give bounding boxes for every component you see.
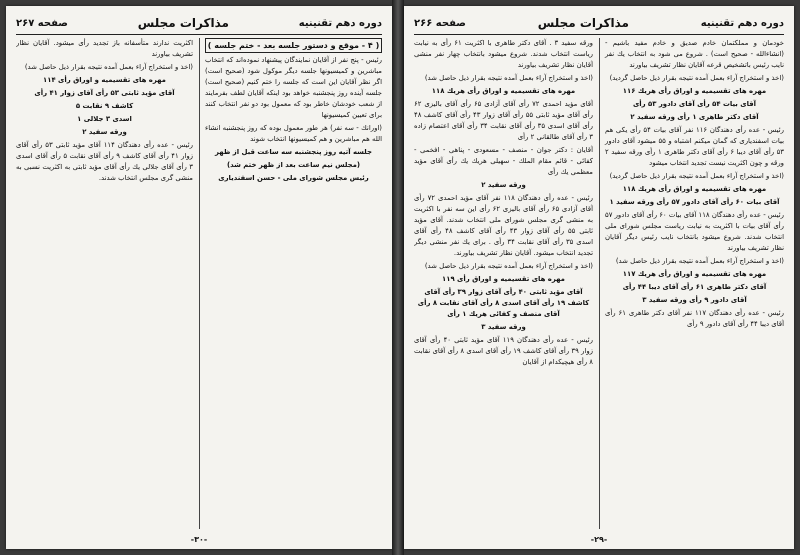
left-page-right-column: [199, 38, 382, 529]
left-page: [6, 6, 392, 549]
paragraph: (اورانك - سه نفر) هر طور معمول بوده که روز پنجشنبه انشاء الله هم مباشرین و هم کمیسیونها انتخاب شوند: [205, 124, 382, 143]
right-page-label: صفحه ۲۶۶: [414, 17, 466, 29]
left-header-title: مذاکرات مجلس: [137, 16, 229, 30]
paragraph: رئیس - عده رأی دهندگان ۱۱۸ نفر آقای مؤید احمدی ۷۲ رأی آقای آزادی ۶۵ رأی آقای بالیزی ۶۲ رأی این سه نفر با اکثریت به منشی گری مجلس شورای ملی انتخاب شدند. آقای مؤید ثابتی ۵۵ رأی آقای زوار ۴۳ رأی آقای کاشف ۴۸ رأی آقای اسدی ۳۵ رأی آقای نقابت ۳۴ رأی . برای یك نفر منشی دیگر تجدید انتخاب میشود. آقایان نظار تشریف بیاورند.: [414, 194, 593, 257]
right-page-right-column: [599, 38, 784, 529]
paragraph: رئیس - عده رأی دهندگان ۱۱۶ نفر آقای بیات ۵۴ رأی یکی هم بیات اسفندیاری که گمان میکنم اشتباه و ۵۵ میشود آقای دادور ۵۳ رأی آقای دیبا ۶ رأی آقای دکتر طاهری ۱ رأی ورقه سفید ۲ ورقه و چون اکثریت نیست تجدید انتخاب میشود: [605, 126, 784, 167]
paragraph: خودمان و مملکتمان خادم صدیق و خادم مفید باشیم - (انشاءالله - صحیح است) . شروع می شود به انتخاب یك نفر نایب رئیس باتشخیص قرعه آقایان نظار تشریف بیاورند: [605, 39, 784, 69]
left-page-header: [16, 12, 382, 35]
paragraph: جلسه آتیه روز پنجشنبه سه ساعت قبل از ظهر: [215, 148, 372, 156]
paragraph: آقایان : دکتر جوان - منصف - مسعودی - پناهی - افخمی - کفائی - قائم مقام الملك - سهیلی هریك یك رأی آقای مؤید معظمی یك رأی: [414, 146, 593, 176]
paragraph: (اخذ و استخراج آراء بعمل آمده نتیجه بقرار ذیل حاصل شد): [24, 63, 193, 71]
left-page-left-column: [16, 38, 193, 529]
right-session-label: دوره دهم تقنینیه: [700, 17, 784, 29]
book-gutter: [392, 0, 404, 555]
paragraph: آقای دادور ۹ رأی ورقه سفید ۳: [642, 296, 747, 304]
right-page-header: [414, 12, 784, 35]
paragraph: آقای دکتر طاهری ۶۱ رأی آقای دیبا ۴۴ رأی: [622, 283, 767, 291]
paragraph: آقای مؤید احمدی ۷۲ رأی آقای آزادی ۶۵ رأی آقای بالیزی ۶۲ رأی آقای مؤید ثابتی ۵۵ رأی آقای زوار ۴۳ رأی آقای کاشف ۴۸ رأی آقای اسدی ۳۵ رأی آقای نقابت ۳۴ رأی آقای اعتصام زاده ۳ رأی آقای طالقانی ۲ رأی: [414, 100, 593, 141]
right-page-left-column: [414, 38, 593, 529]
paragraph: (اخذ و استخراج آراء بعمل آمده نتیجه بقرار ذیل حاصل گردید): [609, 74, 784, 82]
paragraph: مهره های تقسیمیه و اوراق رأی هریك ۱۱۶: [622, 87, 767, 95]
paragraph: مهره های تقسیمیه و اوراق رأی هریك ۱۱۸: [622, 185, 767, 193]
left-page-columns: [16, 38, 382, 529]
paragraph: رئیس - عده رأی دهندگان ۱۱۸ آقای بیات ۶۰ رأی آقای دادور ۵۷ رأی آقای بیات با اکثریت به نیابت ریاست مجلس شورای ملی انتخاب شدند. شروع میشود بانتخاب نایب رئیس دیگر آقایان نظار تشریف بیاورند: [605, 211, 784, 252]
paragraph: ورقه سفید ۳ . آقای دکتر طاهری با اکثریت ۶۱ رأی به نیابت ریاست انتخاب شدند. شروع میشود بانتخاب چهار نفر منشی آقایان نظار تشریف بیاورند: [414, 39, 593, 69]
paragraph: ورقه سفید ۳: [481, 323, 526, 331]
right-page-number: -۲۹-: [590, 535, 608, 544]
paragraph: آقای بیات ۶۰ رأی آقای دادور ۵۷ رأی ورقه سفید ۱: [609, 198, 780, 206]
paragraph: کاشف ۹ نقابت ۵: [75, 102, 134, 110]
left-session-label: دوره دهم تقنینیه: [298, 17, 382, 29]
paragraph: رئیس مجلس شورای ملی - حسن اسفندیاری: [218, 174, 369, 182]
paragraph: ورقه سفید ۲: [481, 181, 526, 189]
paragraph: ( ۴ - موقع و دستور جلسه بعد - ختم جلسه ): [205, 38, 382, 53]
paragraph: آقای دکتر طاهری ۱ رأی ورقه سفید ۲: [630, 113, 759, 121]
paragraph: رئیس - عده رأی دهندگان ۱۱۹ آقای مؤید ثابتی ۴۰ رأی آقای زوار ۳۹ رأی آقای کاشف ۱۹ رأی آقای اسدی ۸ رأی آقای نقابت ۸ رأی هیچیکدام از آقایان: [414, 336, 593, 366]
left-page-number: -۳۰-: [190, 535, 208, 544]
paragraph: (اخذ و استخراج آراء بعمل آمده نتیجه بقرار ذیل حاصل شد): [424, 74, 593, 82]
paragraph: مهره های تقسیمیه و اوراق رأی هریك ۱۱۸: [431, 87, 576, 95]
paragraph: (اخذ و استخراج آراء بعمل آمده نتیجه بقرار ذیل حاصل گردید): [609, 172, 784, 180]
paragraph: رئیس - پنج نفر از آقایان نمایندگان پیشنهاد نموده‌اند که انتخاب مباشرین و کمیسیونها جلسه دیگر موکول شود (صحیح است) اگر نظر آقایان این است که جلسه را ختم کنیم (صحیح است) جلسه آینده روز پنجشنبه خواهد بود اینکه آقایان لطف بفرمایند از شعب خودشان خاطر بود که معمول بود دو نفر انتخاب کنند برای تعیین کمیسیونها: [205, 56, 382, 119]
paragraph: (اخذ و استخراج آراء بعمل آمده نتیجه بقرار ذیل حاصل شد): [615, 257, 784, 265]
paragraph: آقای مؤید ثابتی ۵۳ رأی آقای زوار ۴۱ رأی: [34, 89, 175, 97]
right-page: [404, 6, 794, 549]
paragraph: مهره های تقسیمیه و اوراق رأی هریك ۱۱۷: [622, 270, 767, 278]
paragraph: (مجلس نیم ساعت بعد از ظهر ختم شد): [226, 161, 361, 169]
right-page-columns: [414, 38, 784, 529]
left-page-label: صفحه ۲۶۷: [16, 17, 68, 29]
paragraph: آقای مؤید ثابتی ۴۰ رأی آقای زوار ۳۹ رأی آقای کاشف ۱۹ رأی آقای اسدی ۸ رأی آقای نقابت ۸ رأی آقای منصف و کفائی هریك ۱ رأی: [417, 288, 590, 318]
paragraph: اکثریت ندارند متأسفانه باز تجدید رأی میشود. آقایان نظار تشریف بیاورند: [16, 39, 193, 58]
paragraph: مهره های تقسیمیه و اوراق رأی ۱۱۹: [442, 275, 565, 283]
paragraph: ورقه سفید ۲: [82, 128, 127, 136]
paragraph: مهره های تقسیمیه و اوراق رأی ۱۱۴: [43, 76, 166, 84]
paragraph: آقای بیات ۵۴ رأی آقای دادور ۵۳ رأی: [632, 100, 757, 108]
paragraph: رئیس - عده رأی دهندگان ۱۱۴ آقای مؤید ثابتی ۵۳ رأی آقای زوار ۴۱ رأی آقای کاشف ۹ رأی آقای نقابت ۵ رأی آقای اسدی ۳ رأی آقای جلالی یك رأی آقای مؤید ثابتی به اکثریت نسبی به منشی گری مجلس انتخاب شدند.: [16, 141, 193, 182]
paragraph: رئیس - عده رأی دهندگان ۱۱۷ نفر آقای دکتر طاهری ۶۱ رأی آقای دیبا ۴۴ رأی آقای دادور ۹ رأی: [605, 309, 784, 328]
paragraph: اسدی ۳ جلالی ۱: [77, 115, 132, 123]
right-header-title: مذاکرات مجلس: [537, 16, 629, 30]
paragraph: (اخذ و استخراج آراء بعمل آمده نتیجه بقرار ذیل حاصل شد): [424, 262, 593, 270]
